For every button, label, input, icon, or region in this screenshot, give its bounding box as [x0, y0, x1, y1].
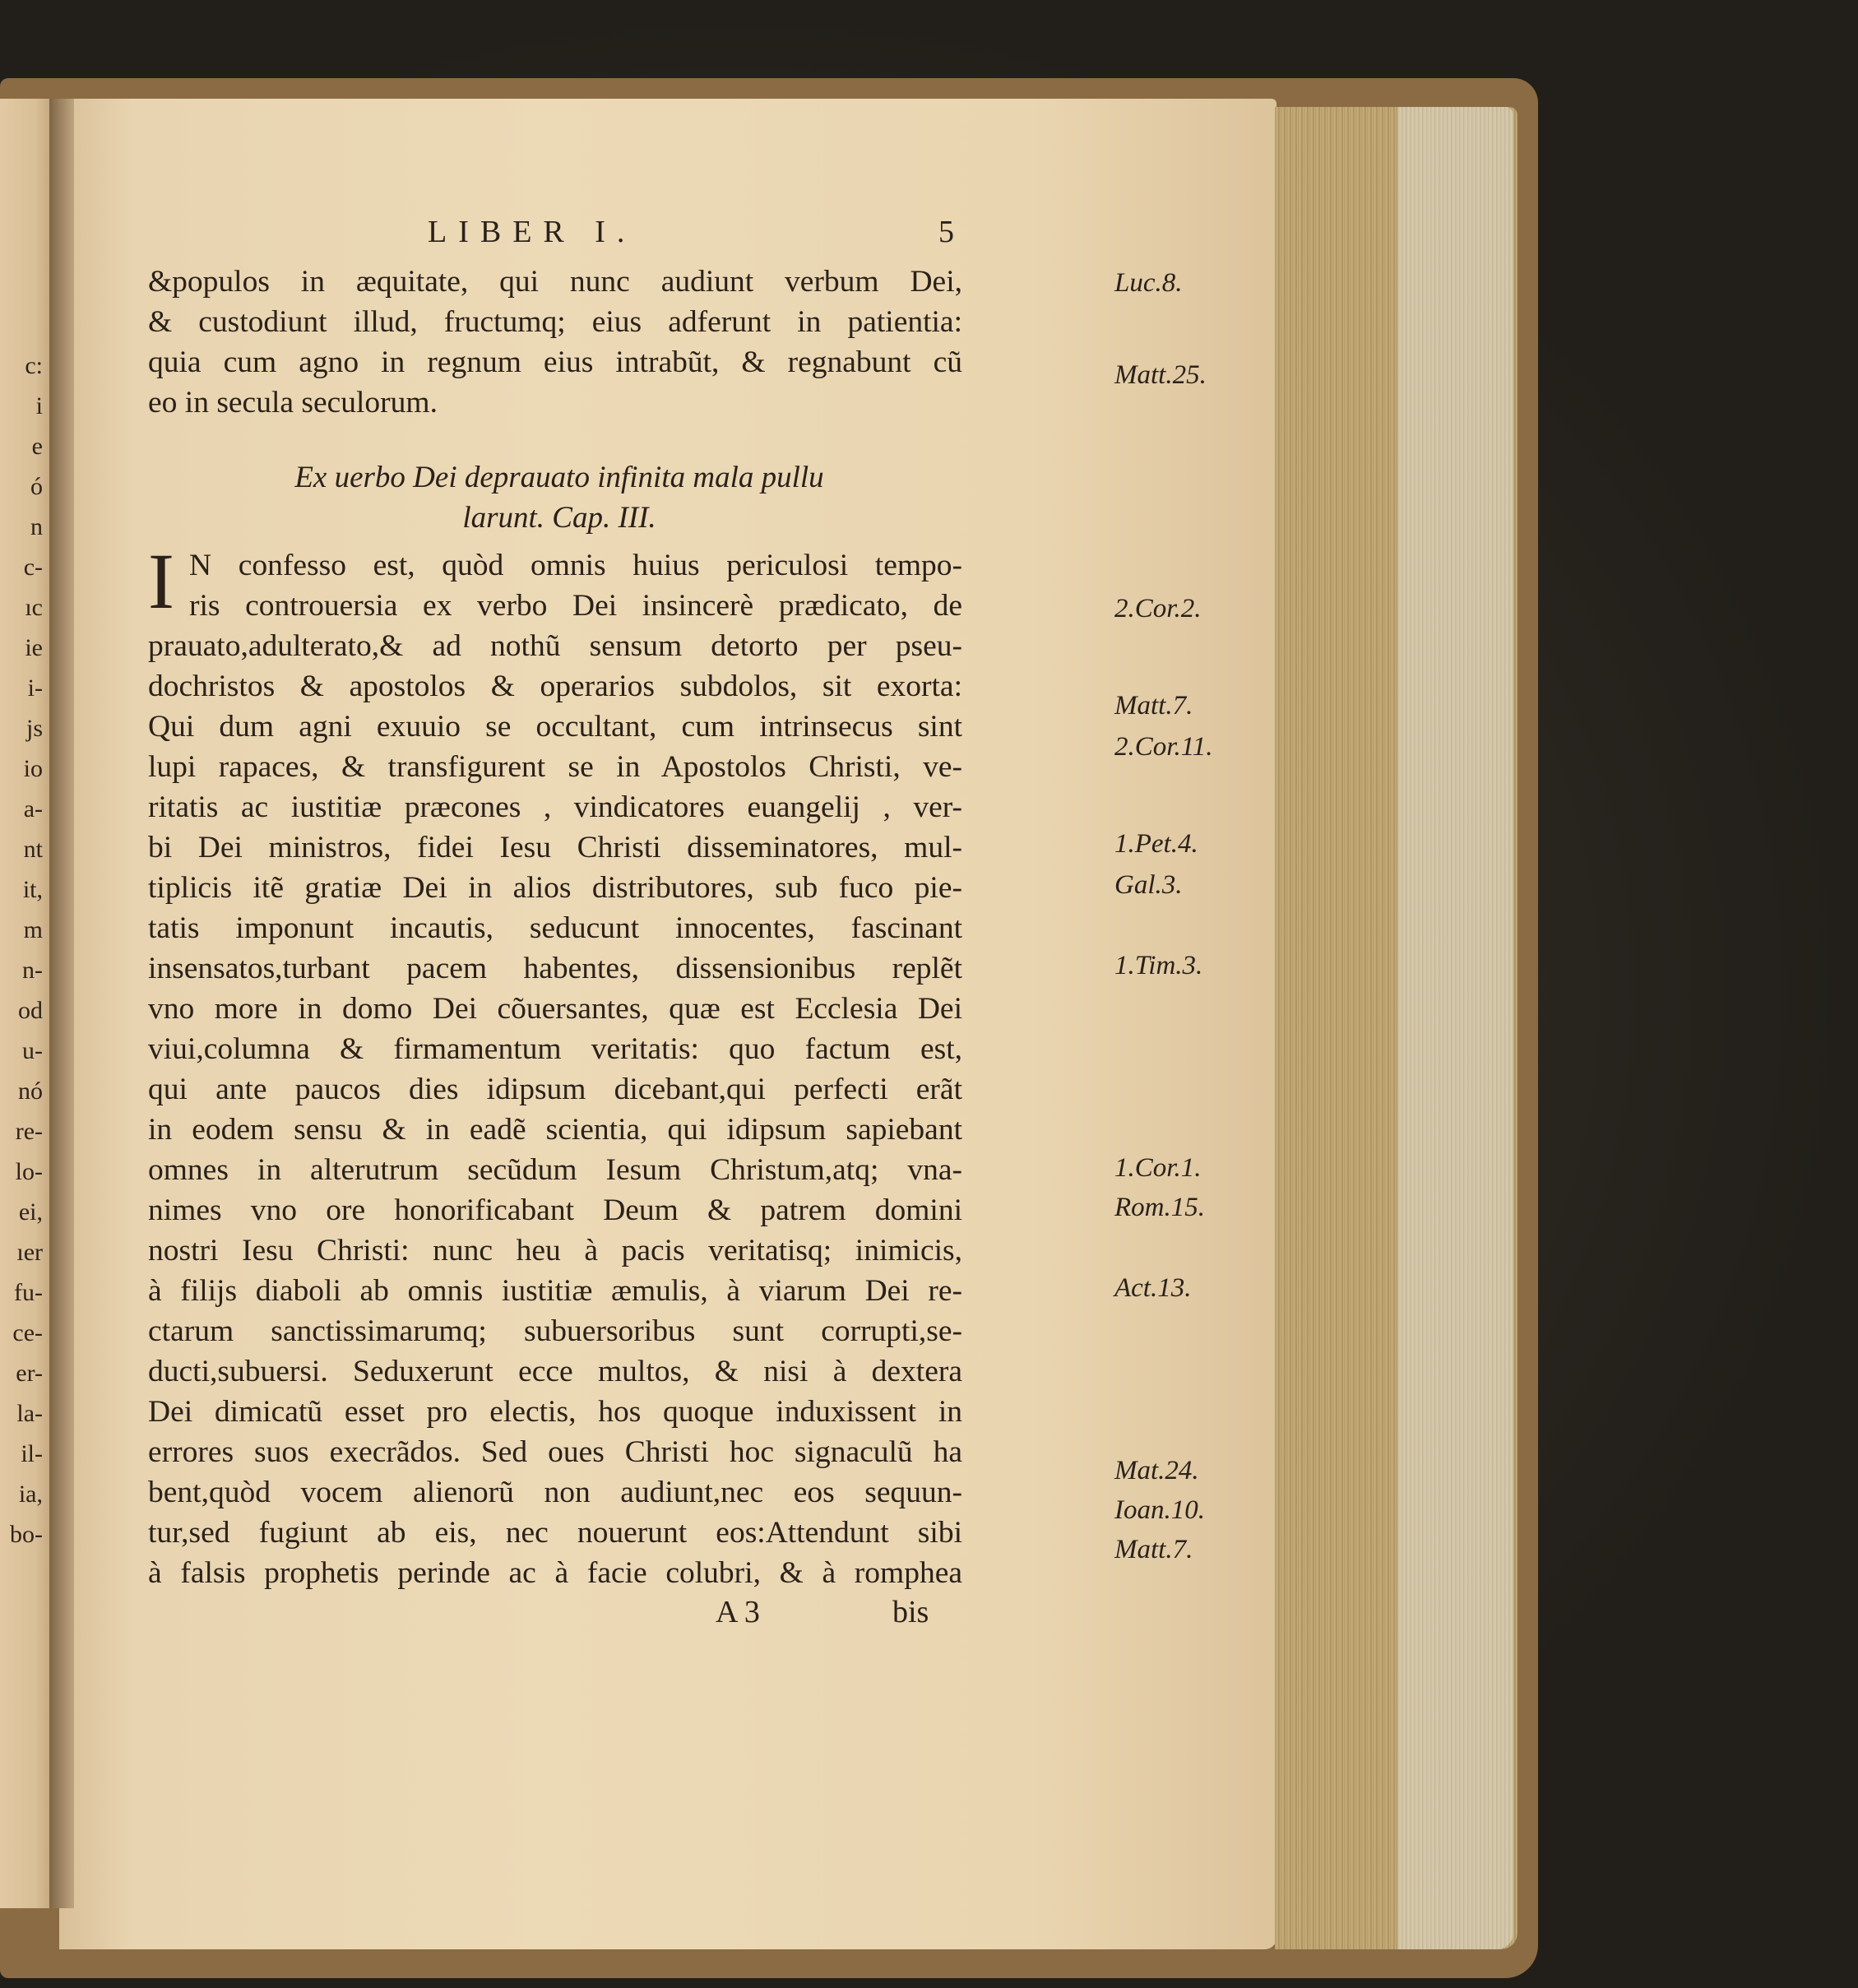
left-fragment: ei, [18, 1198, 43, 1226]
left-fragment: er- [16, 1360, 43, 1387]
left-fragment: ie [25, 634, 43, 661]
text-line: ritatis ac iustitiæ præcones , vindicatores euangelij , ver- [148, 790, 962, 824]
left-fragment: i [35, 392, 43, 419]
left-fragment: io [23, 755, 43, 782]
text-line: ris controuersia ex verbo Dei insincerè prædicato, de [189, 589, 962, 623]
text-line: in eodem sensu & in eadẽ scientia, qui idipsum sapiebant [148, 1113, 962, 1147]
text-line: nimes vno ore honorificabant Deum & patrem domini [148, 1193, 962, 1227]
margin-note: Mat.24. [1114, 1456, 1199, 1485]
chapter-heading-line-2: larunt. Cap. III. [462, 501, 656, 535]
text-line: qui ante paucos dies idipsum dicebant,qui perfecti erãt [148, 1073, 962, 1106]
margin-note: Ioan.10. [1114, 1495, 1205, 1525]
left-fragment: js [25, 715, 43, 742]
left-fragment: n- [22, 957, 43, 984]
catchword: bis [892, 1595, 929, 1629]
text-line: prauato,adulterato,& ad nothũ sensum detorto per pseu- [148, 629, 962, 663]
margin-note: 2.Cor.2. [1114, 594, 1202, 623]
left-fragment: lo- [15, 1158, 43, 1185]
left-fragment: il- [21, 1440, 43, 1467]
left-fragment: e [31, 433, 43, 460]
text-line: ducti,subuersi. Seduxerunt ecce multos, & nisi à dextera [148, 1355, 962, 1388]
left-fragment: ó [30, 473, 43, 500]
left-fragment: fu- [14, 1279, 43, 1306]
text-line: vno more in domo Dei cõuersantes, quæ est Ecclesia Dei [148, 992, 962, 1026]
running-head [428, 214, 954, 255]
margin-note: Rom.15. [1114, 1193, 1205, 1222]
margin-note: Matt.7. [1114, 1535, 1193, 1564]
page-number: 5 [938, 215, 954, 249]
margin-note: 1.Cor.1. [1114, 1153, 1202, 1183]
text-line: à falsis prophetis perinde ac à facie colubri, & à romphea [148, 1556, 962, 1590]
margin-note: 1.Pet.4. [1114, 829, 1198, 859]
book-gutter [49, 99, 74, 1908]
left-fragment: od [18, 997, 43, 1024]
left-fragment: ıer [16, 1239, 43, 1266]
text-line: tatis imponunt incautis, seducunt innocentes, fascinant [148, 911, 962, 945]
text-line: omnes in alterutrum secũdum Iesum Christum,atq; vna- [148, 1153, 962, 1187]
chapter-heading-line-1: Ex uerbo Dei deprauato infinita mala pullu [294, 461, 824, 494]
drop-capital: I [148, 537, 174, 625]
signature-mark: A 3 [716, 1595, 760, 1629]
left-fragment: ce- [12, 1319, 43, 1346]
text-line: & custodiunt illud, fructumq; eius adferunt in patientia: [148, 305, 962, 339]
margin-note: Matt.25. [1114, 360, 1207, 390]
text-line: insensatos,turbant pacem habentes, dissensionibus replẽt [148, 952, 962, 985]
margin-note: 2.Cor.11. [1114, 732, 1213, 762]
text-line: bent,quòd vocem alienorũ non audiunt,nec eos sequun- [148, 1476, 962, 1509]
text-line: Dei dimicatũ esset pro electis, hos quoque induxissent in [148, 1395, 962, 1429]
margin-note: Act.13. [1114, 1273, 1192, 1303]
left-fragment: n [30, 513, 43, 540]
text-line: nostri Iesu Christi: nunc heu à pacis veritatisq; inimicis, [148, 1234, 962, 1267]
left-fragment: nt [23, 836, 43, 863]
left-fragment: ıc [25, 594, 43, 621]
text-line: à filijs diaboli ab omnis iustitiæ æmulis, à viarum Dei re- [148, 1274, 962, 1308]
text-line: tur,sed fugiunt ab eis, nec nouerunt eos:Attendunt sibi [148, 1516, 962, 1550]
text-line: viui,columna & firmamentum veritatis: quo factum est, [148, 1032, 962, 1066]
margin-note: Gal.3. [1114, 870, 1183, 900]
left-fragment: nó [18, 1077, 43, 1105]
text-line: errores suos execrãdos. Sed oues Christi hoc signaculũ ha [148, 1435, 962, 1469]
left-fragment: re- [15, 1118, 43, 1145]
text-line: lupi rapaces, & transfigurent se in Apostolos Christi, ve- [148, 750, 962, 784]
text-line: tiplicis itẽ gratiæ Dei in alios distributores, sub fuco pie- [148, 871, 962, 905]
text-line: Qui dum agni exuuio se occultant, cum intrinsecus sint [148, 710, 962, 744]
margin-note: Matt.7. [1114, 691, 1193, 721]
running-head-title: LIBER I. [428, 215, 637, 249]
left-fragment: la- [16, 1400, 43, 1427]
text-line: eo in secula seculorum. [148, 386, 438, 419]
left-fragment: i- [27, 674, 43, 702]
margin-note: Luc.8. [1114, 268, 1183, 298]
left-fragment: a- [23, 795, 43, 823]
left-fragment: ia, [18, 1481, 43, 1508]
left-fragment: c: [25, 352, 43, 379]
left-fragment: c- [23, 554, 43, 581]
page-fore-edge-sheen [1398, 107, 1513, 1949]
left-fragment: u- [22, 1037, 43, 1064]
text-line: ctarum sanctissimarumq; subuersoribus sunt corrupti,se- [148, 1314, 962, 1348]
text-line: N confesso est, quòd omnis huius periculosi tempo- [189, 549, 962, 582]
left-fragment: it, [22, 876, 43, 903]
margin-note: 1.Tim.3. [1114, 951, 1203, 980]
signature-line [148, 1594, 971, 1635]
text-line: dochristos & apostolos & operarios subdolos, sit exorta: [148, 670, 962, 703]
left-fragment: m [23, 916, 43, 943]
left-fragment: bo- [10, 1521, 43, 1548]
left-page-fragments [0, 345, 49, 1555]
text-line: &populos in æquitate, qui nunc audiunt verbum Dei, [148, 265, 962, 299]
text-line: quia cum agno in regnum eius intrabũt, & regnabunt cũ [148, 345, 962, 379]
text-line: bi Dei ministros, fidei Iesu Christi disseminatores, mul- [148, 831, 962, 864]
